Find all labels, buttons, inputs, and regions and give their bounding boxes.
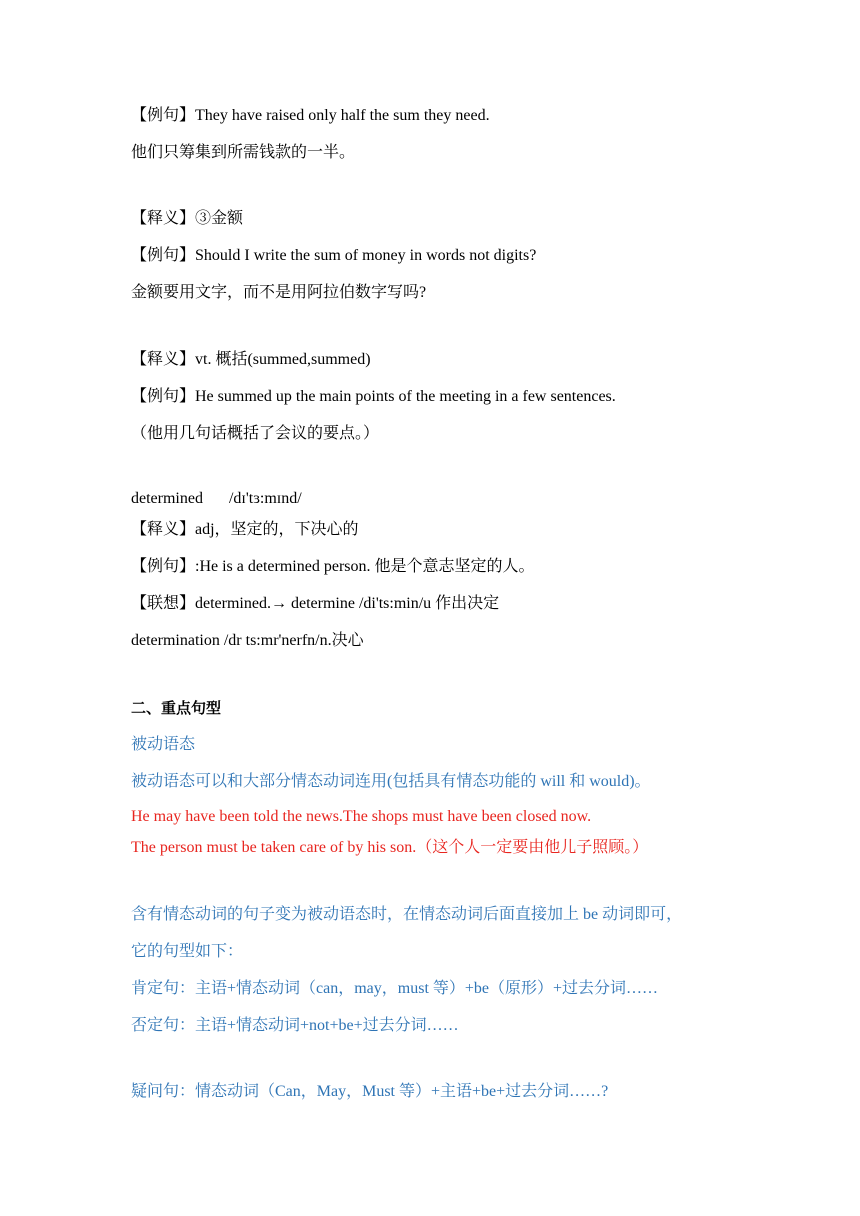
vocab-phonetic: /dɪ'tɜ:mɪnd/	[228, 490, 302, 507]
section-heading-key-sentence-patterns: 二、重点句型	[131, 699, 222, 717]
translation-sum-of-money: 金额要用文字，而不是用阿拉伯数字写吗?	[131, 284, 427, 301]
passive-modal-explanation: 含有情态动词的句子变为被动语态时，在情态动词后面直接加上 be 动词即可，	[131, 906, 683, 923]
pattern-negative: 否定句：主语+情态动词+not+be+过去分词……	[131, 1017, 459, 1034]
example-sentence-sum-of-money: 【例句】Should I write the sum of money in words not digits?	[131, 247, 537, 264]
definition-summarize: 【释义】vt. 概括(summed,summed)	[131, 351, 371, 368]
passive-modal-explanation-cont: 它的句型如下：	[131, 943, 244, 960]
example-sentence-determined: 【例句】:He is a determined person. 他是个意志坚定的人。	[131, 558, 535, 575]
definition-amount: 【释义】③金额	[131, 210, 244, 227]
example-sentence-summed-up: 【例句】He summed up the main points of the meeting in a few sentences.	[131, 388, 616, 405]
vocab-word: determined	[131, 490, 203, 507]
passive-example-1: He may have been told the news.The shops must have been closed now.	[131, 808, 592, 825]
translation-half-sum: 他们只筹集到所需钱款的一半。	[131, 144, 356, 161]
example-sentence-half-sum: 【例句】They have raised only half the sum they need.	[131, 107, 490, 124]
association-determination: determination /dr ts:mr'nerfn/n.决心	[131, 632, 364, 649]
passive-voice-rule: 被动语态可以和大部分情态动词连用(包括具有情态功能的 will 和 would)。	[131, 773, 651, 790]
definition-determined: 【释义】adj，坚定的，下决心的	[131, 521, 359, 538]
pattern-affirmative: 肯定句：主语+情态动词（can，may，must 等）+be（原形）+过去分词……	[131, 980, 659, 997]
pattern-interrogative: 疑问句：情态动词（Can，May，Must 等）+主语+be+过去分词……?	[131, 1083, 609, 1100]
topic-passive-voice: 被动语态	[131, 736, 196, 753]
passive-example-2: The person must be taken care of by his son.（这个人一定要由他儿子照顾。）	[131, 839, 649, 856]
translation-summed-up: （他用几句话概括了会议的要点。）	[131, 425, 380, 442]
association-determine: 【联想】determined.→ determine /di'ts:min/u 作出决定	[131, 595, 500, 612]
vocab-entry-determined	[131, 489, 302, 509]
